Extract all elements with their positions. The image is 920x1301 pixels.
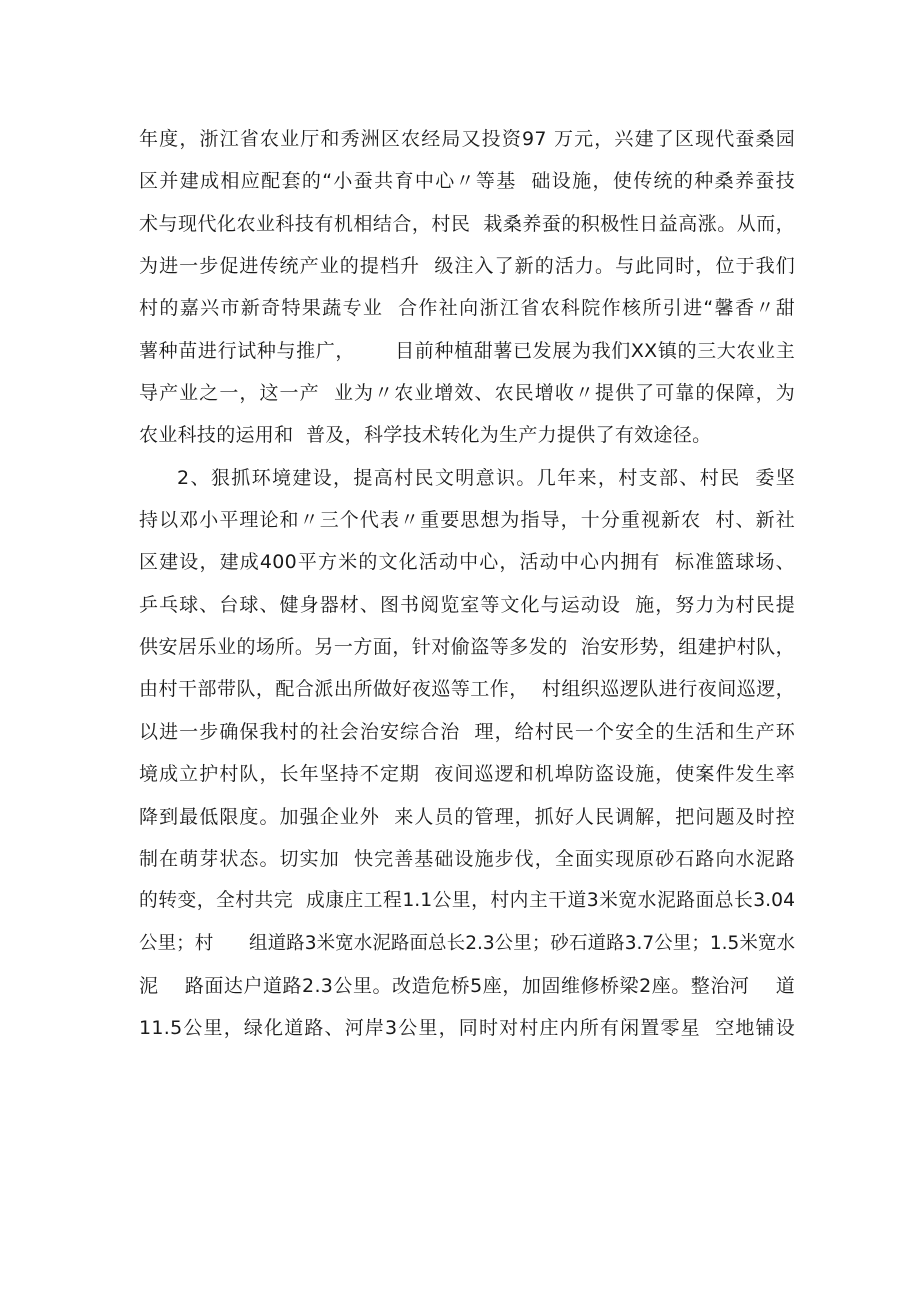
text-line: 农业科技的运用和 普及，科学技术转化为生产力提供了有效途径。 — [139, 424, 712, 447]
text-line: 泥 路面达户道路2.3公里。改造危桥5座，加固维修桥梁2座。整治河 道 — [139, 974, 795, 997]
text-line: 区并建成相应配套的“小蚕共育中心〃等基 础设施，使传统的种桑养蚕技 — [139, 170, 795, 193]
text-line: 制在萌芽状态。切实加 快完善基础设施步伐，全面实现原砂石路向水泥路 — [139, 847, 795, 870]
paragraph-1 — [139, 118, 795, 457]
text-line: 导产业之一，这一产 业为〃农业增效、农民增收〃提供了可靠的保障，为 — [139, 382, 795, 405]
text-line: 年度，浙江省农业厅和秀洲区农经局又投资97 万元，兴建了区现代蚕桑园 — [139, 128, 795, 150]
text-line: 降到最低限度。加强企业外 来人员的管理，抓好人民调解，把问题及时控 — [139, 805, 795, 828]
text-line: 2、狠抓环境建设，提高村民文明意识。几年来，村支部、村民 委坚 — [177, 466, 795, 489]
text-line: 村的嘉兴市新奇特果蔬专业 合作社向浙江省农科院作核所引进“馨香〃甜 — [139, 297, 795, 320]
text-line: 术与现代化农业科技有机相结合，村民 栽桑养蚕的积极性日益高涨。从而， — [139, 212, 795, 235]
text-line: 区建设，建成400平方米的文化活动中心，活动中心内拥有 标准篮球场、 — [139, 551, 795, 574]
text-line: 持以邓小平理论和〃三个代表〃重要思想为指导，十分重视新农 村、新社 — [139, 509, 795, 532]
text-line: 为进一步促进传统产业的提档升 级注入了新的活力。与此同时，位于我们 — [139, 255, 795, 278]
body-text — [139, 118, 795, 1050]
text-line: 境成立护村队，长年坚持不定期 夜间巡逻和机埠防盗设施，使案件发生率 — [139, 763, 795, 786]
text-line: 供安居乐业的场所。另一方面，针对偷盗等多发的 治安形势，组建护村队， — [139, 636, 795, 659]
text-line: 薯种苗进行试种与推广， 目前种植甜薯已发展为我们XX镇的三大农业主 — [139, 339, 795, 362]
paragraph-2 — [139, 457, 795, 1050]
text-line: 公里；村 组道路3米宽水泥路面总长2.3公里；砂石道路3.7公里；1.5米宽水 — [139, 932, 795, 954]
text-line: 乒乓球、台球、健身器材、图书阅览室等文化与运动设 施，努力为村民提 — [139, 593, 795, 616]
text-line: 的转变，全村共完 成康庄工程1.1公里，村内主干道3米宽水泥路面总长3.04 — [139, 890, 795, 912]
text-line: 11.5公里，绿化道路、河岸3公里，同时对村庄内所有闲置零星 空地铺设 — [139, 1017, 795, 1040]
text-line: 由村干部带队，配合派出所做好夜巡等工作， 村组织巡逻队进行夜间巡逻， — [139, 678, 795, 701]
text-line: 以进一步确保我村的社会治安综合治 理，给村民一个安全的生活和生产环 — [139, 720, 795, 743]
